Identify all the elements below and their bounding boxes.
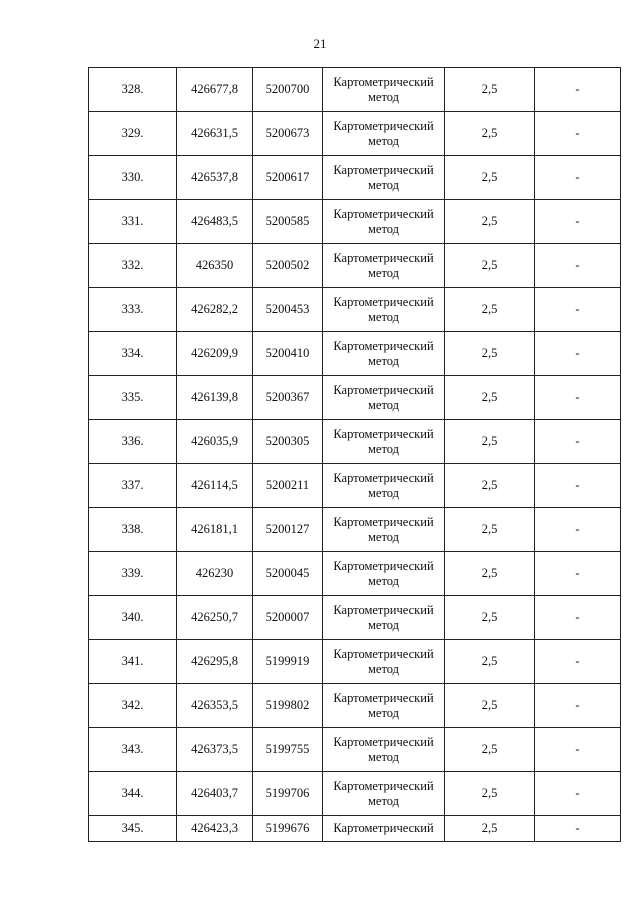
x-coordinate-cell: 426483,5 xyxy=(177,200,253,244)
table-row xyxy=(89,772,621,816)
x-coordinate-cell: 426295,8 xyxy=(177,640,253,684)
point-number-cell: 336. xyxy=(89,420,177,464)
note-cell: - xyxy=(535,508,621,552)
x-coordinate-cell: 426350 xyxy=(177,244,253,288)
error-cell: 2,5 xyxy=(445,288,535,332)
note-cell: - xyxy=(535,68,621,112)
note-cell: - xyxy=(535,332,621,376)
method-cell: Картометрический метод xyxy=(323,640,445,684)
y-coordinate-cell: 5200502 xyxy=(253,244,323,288)
method-cell: Картометрический xyxy=(323,816,445,842)
error-cell: 2,5 xyxy=(445,816,535,842)
point-number-cell: 340. xyxy=(89,596,177,640)
method-cell: Картометрический метод xyxy=(323,332,445,376)
table-row xyxy=(89,596,621,640)
method-cell: Картометрический метод xyxy=(323,376,445,420)
table-row xyxy=(89,68,621,112)
y-coordinate-cell: 5200617 xyxy=(253,156,323,200)
error-cell: 2,5 xyxy=(445,420,535,464)
note-cell: - xyxy=(535,728,621,772)
table-row xyxy=(89,200,621,244)
method-cell: Картометрический метод xyxy=(323,112,445,156)
x-coordinate-cell: 426114,5 xyxy=(177,464,253,508)
error-cell: 2,5 xyxy=(445,640,535,684)
note-cell: - xyxy=(535,464,621,508)
point-number-cell: 332. xyxy=(89,244,177,288)
table-row xyxy=(89,552,621,596)
error-cell: 2,5 xyxy=(445,464,535,508)
point-number-cell: 342. xyxy=(89,684,177,728)
table-row xyxy=(89,640,621,684)
y-coordinate-cell: 5199676 xyxy=(253,816,323,842)
error-cell: 2,5 xyxy=(445,772,535,816)
y-coordinate-cell: 5200673 xyxy=(253,112,323,156)
error-cell: 2,5 xyxy=(445,552,535,596)
method-cell: Картометрический метод xyxy=(323,244,445,288)
coordinates-table xyxy=(88,67,621,842)
note-cell: - xyxy=(535,376,621,420)
x-coordinate-cell: 426353,5 xyxy=(177,684,253,728)
error-cell: 2,5 xyxy=(445,376,535,420)
table-row xyxy=(89,244,621,288)
y-coordinate-cell: 5200127 xyxy=(253,508,323,552)
table-body xyxy=(89,68,621,842)
method-cell: Картометрический метод xyxy=(323,68,445,112)
note-cell: - xyxy=(535,684,621,728)
y-coordinate-cell: 5200367 xyxy=(253,376,323,420)
error-cell: 2,5 xyxy=(445,684,535,728)
method-cell: Картометрический метод xyxy=(323,772,445,816)
x-coordinate-cell: 426403,7 xyxy=(177,772,253,816)
x-coordinate-cell: 426181,1 xyxy=(177,508,253,552)
point-number-cell: 335. xyxy=(89,376,177,420)
note-cell: - xyxy=(535,288,621,332)
note-cell: - xyxy=(535,420,621,464)
point-number-cell: 328. xyxy=(89,68,177,112)
point-number-cell: 341. xyxy=(89,640,177,684)
note-cell: - xyxy=(535,156,621,200)
method-cell: Картометрический метод xyxy=(323,552,445,596)
y-coordinate-cell: 5199706 xyxy=(253,772,323,816)
error-cell: 2,5 xyxy=(445,728,535,772)
x-coordinate-cell: 426373,5 xyxy=(177,728,253,772)
error-cell: 2,5 xyxy=(445,244,535,288)
table-row xyxy=(89,376,621,420)
point-number-cell: 331. xyxy=(89,200,177,244)
point-number-cell: 344. xyxy=(89,772,177,816)
note-cell: - xyxy=(535,816,621,842)
x-coordinate-cell: 426230 xyxy=(177,552,253,596)
x-coordinate-cell: 426209,9 xyxy=(177,332,253,376)
note-cell: - xyxy=(535,552,621,596)
table-row xyxy=(89,464,621,508)
note-cell: - xyxy=(535,640,621,684)
note-cell: - xyxy=(535,200,621,244)
x-coordinate-cell: 426282,2 xyxy=(177,288,253,332)
y-coordinate-cell: 5199802 xyxy=(253,684,323,728)
point-number-cell: 339. xyxy=(89,552,177,596)
point-number-cell: 338. xyxy=(89,508,177,552)
table-row xyxy=(89,420,621,464)
method-cell: Картометрический метод xyxy=(323,288,445,332)
y-coordinate-cell: 5199919 xyxy=(253,640,323,684)
error-cell: 2,5 xyxy=(445,68,535,112)
y-coordinate-cell: 5200453 xyxy=(253,288,323,332)
x-coordinate-cell: 426139,8 xyxy=(177,376,253,420)
method-cell: Картометрический метод xyxy=(323,684,445,728)
error-cell: 2,5 xyxy=(445,112,535,156)
x-coordinate-cell: 426537,8 xyxy=(177,156,253,200)
y-coordinate-cell: 5200211 xyxy=(253,464,323,508)
method-cell: Картометрический метод xyxy=(323,596,445,640)
y-coordinate-cell: 5200410 xyxy=(253,332,323,376)
error-cell: 2,5 xyxy=(445,508,535,552)
y-coordinate-cell: 5199755 xyxy=(253,728,323,772)
method-cell: Картометрический метод xyxy=(323,156,445,200)
table-row xyxy=(89,816,621,842)
point-number-cell: 333. xyxy=(89,288,177,332)
x-coordinate-cell: 426677,8 xyxy=(177,68,253,112)
table-row xyxy=(89,332,621,376)
page-number: 21 xyxy=(313,36,327,51)
method-cell: Картометрический метод xyxy=(323,464,445,508)
x-coordinate-cell: 426035,9 xyxy=(177,420,253,464)
x-coordinate-cell: 426631,5 xyxy=(177,112,253,156)
table-row xyxy=(89,508,621,552)
point-number-cell: 343. xyxy=(89,728,177,772)
point-number-cell: 337. xyxy=(89,464,177,508)
method-cell: Картометрический метод xyxy=(323,508,445,552)
error-cell: 2,5 xyxy=(445,156,535,200)
error-cell: 2,5 xyxy=(445,596,535,640)
table-row xyxy=(89,728,621,772)
note-cell: - xyxy=(535,596,621,640)
y-coordinate-cell: 5200305 xyxy=(253,420,323,464)
note-cell: - xyxy=(535,772,621,816)
error-cell: 2,5 xyxy=(445,200,535,244)
method-cell: Картометрический метод xyxy=(323,420,445,464)
table-row xyxy=(89,112,621,156)
table-row xyxy=(89,156,621,200)
point-number-cell: 329. xyxy=(89,112,177,156)
error-cell: 2,5 xyxy=(445,332,535,376)
method-cell: Картометрический метод xyxy=(323,728,445,772)
note-cell: - xyxy=(535,112,621,156)
note-cell: - xyxy=(535,244,621,288)
point-number-cell: 330. xyxy=(89,156,177,200)
point-number-cell: 345. xyxy=(89,816,177,842)
y-coordinate-cell: 5200700 xyxy=(253,68,323,112)
point-number-cell: 334. xyxy=(89,332,177,376)
y-coordinate-cell: 5200007 xyxy=(253,596,323,640)
table-row xyxy=(89,684,621,728)
x-coordinate-cell: 426250,7 xyxy=(177,596,253,640)
method-cell: Картометрический метод xyxy=(323,200,445,244)
x-coordinate-cell: 426423,3 xyxy=(177,816,253,842)
table-row xyxy=(89,288,621,332)
y-coordinate-cell: 5200045 xyxy=(253,552,323,596)
y-coordinate-cell: 5200585 xyxy=(253,200,323,244)
